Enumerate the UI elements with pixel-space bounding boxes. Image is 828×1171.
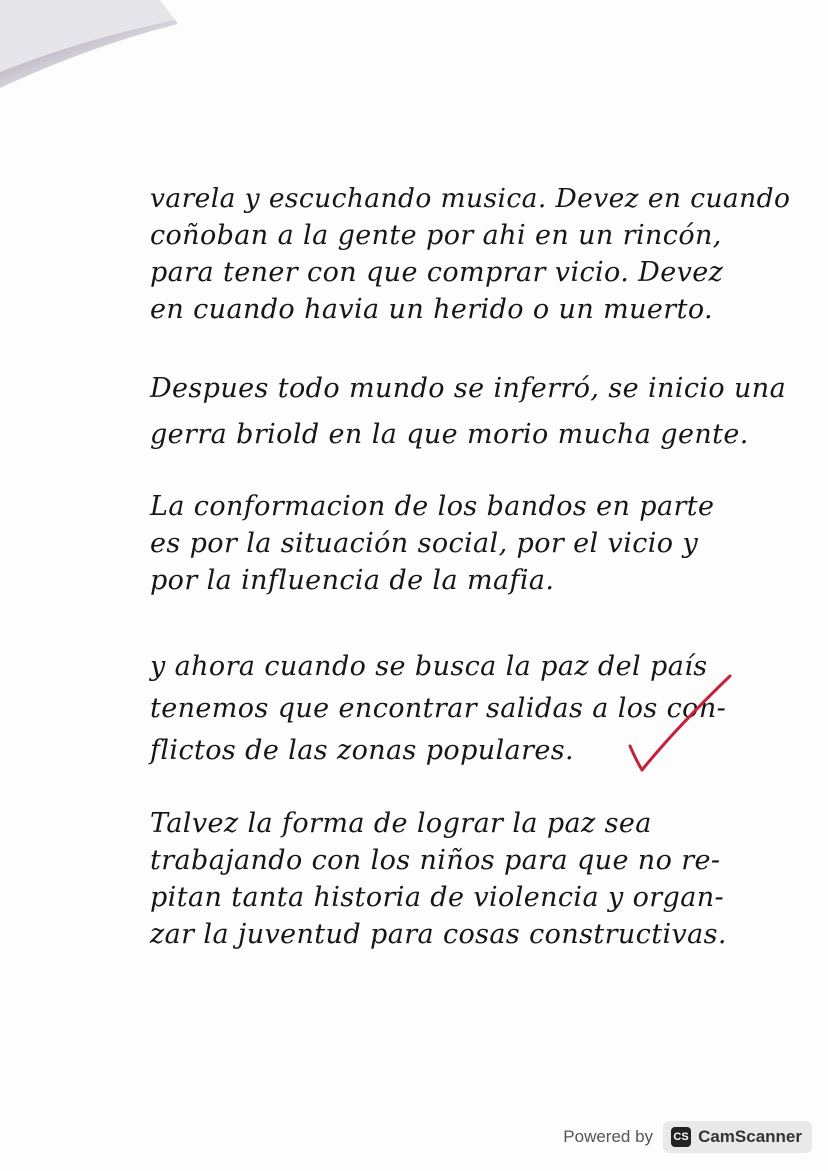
paragraph-1 — [150, 180, 790, 328]
text-line: tenemos que encontrar salidas a los con- — [150, 693, 727, 724]
checkmark-icon — [626, 668, 736, 776]
text-line: flictos de las zonas populares. — [150, 735, 575, 766]
camscanner-badge — [663, 1121, 812, 1153]
text-line: coñoban a la gente por ahi en un rincón, — [150, 220, 722, 251]
text-line: gerra briold en la que morio mucha gente. — [150, 419, 749, 450]
text-line: para tener con que comprar vicio. Devez — [150, 257, 724, 288]
brand-name: CamScanner — [698, 1127, 802, 1146]
text-line: trabajando con los niños para que no re- — [150, 845, 721, 876]
text-line: La conformacion de los bandos en parte — [150, 491, 715, 522]
text-line: zar la juventud para cosas constructivas. — [150, 919, 727, 950]
powered-by-label: Powered by — [563, 1127, 654, 1146]
text-line: Despues todo mundo se inferró, se inicio una — [150, 373, 787, 404]
text-line: varela y escuchando musica. Devez en cuando — [150, 183, 791, 214]
paragraph-5 — [150, 805, 790, 953]
text-line: en cuando havia un herido o un muerto. — [150, 294, 714, 325]
text-line: Talvez la forma de lograr la paz sea — [150, 808, 652, 839]
text-line: por la influencia de la mafia. — [150, 565, 555, 596]
paragraph-3 — [150, 488, 790, 599]
camscanner-logo-icon: CS — [671, 1127, 691, 1147]
watermark-footer — [563, 1121, 812, 1153]
page-corner-shadow — [0, 0, 230, 110]
paragraph-2 — [150, 366, 790, 458]
text-line: es por la situación social, por el vicio y — [150, 528, 699, 559]
text-line: pitan tanta historia de violencia y organ- — [150, 882, 725, 913]
text-line: y ahora cuando se busca la paz del país — [150, 651, 708, 682]
